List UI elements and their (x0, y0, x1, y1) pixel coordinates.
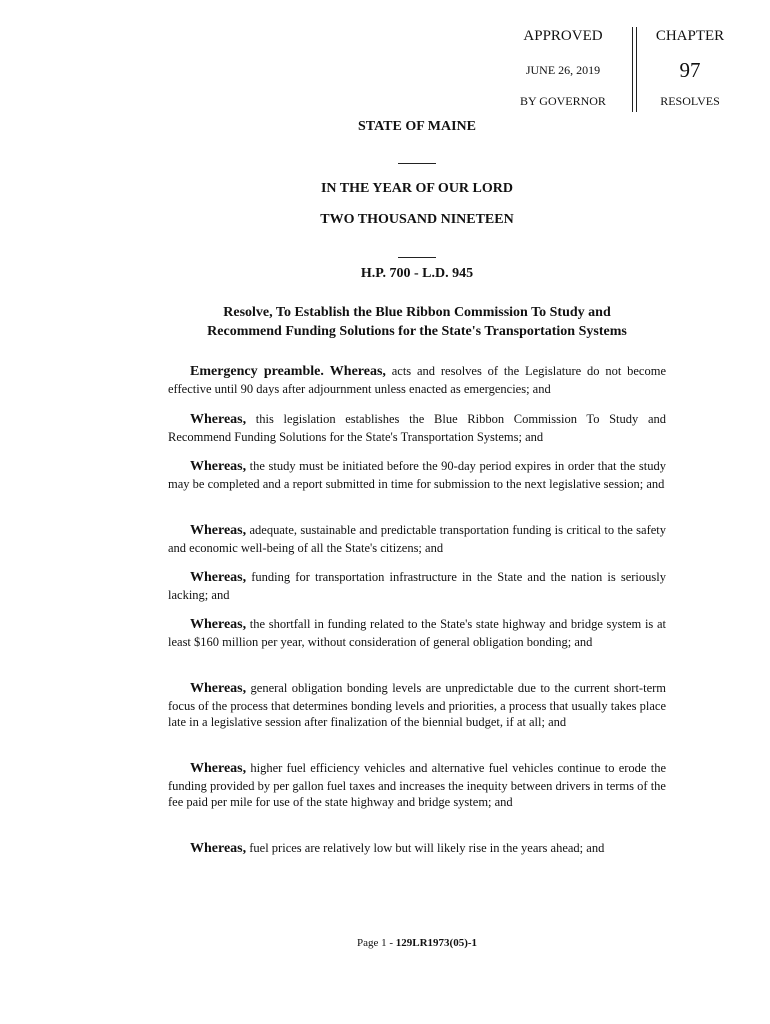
resolve-title-line-2: Recommend Funding Solutions for the State's Transportation Systems (207, 324, 627, 339)
paragraph-lead: Whereas, (190, 761, 247, 776)
resolve-title-line-1: Resolve, To Establish the Blue Ribbon Commission To Study and (223, 305, 611, 320)
paragraph-text: the study must be initiated before the 90-day period expires in order that the study may be completed and a report submitted in time for submission to the next legislative session; and (168, 459, 666, 491)
year-line-2: TWO THOUSAND NINETEEN (320, 212, 514, 227)
paragraph-whereas (168, 569, 666, 603)
paragraph-lead: Whereas, (190, 412, 247, 427)
paragraph-text: the shortfall in funding related to the State's state highway and bridge system is at least $160 million per year, without consideration of general obligation bonding; and (168, 617, 666, 649)
paragraph-text: acts and resolves of the Legislature do not become effective until 90 days after adjournment unless enacted as emergencies; and (168, 364, 666, 396)
paragraph-whereas (168, 616, 666, 650)
paragraph-text: general obligation bonding levels are unpredictable due to the current short-term focus of the process that determines bonding levels and priorities, a process that usually takes place late in a legislative session after finalization of the biennial budget, if at all; and (168, 681, 666, 729)
paragraph-lead: Whereas, (190, 841, 247, 856)
paragraph-lead: Whereas, (190, 523, 247, 538)
paragraph-lead: Whereas, (190, 681, 247, 696)
resolves-label: RESOLVES (660, 94, 720, 108)
paragraph-lead: Whereas, (190, 617, 247, 632)
paragraph-emergency-preamble (168, 363, 666, 397)
paragraph-text: funding for transportation infrastructure in the State and the nation is seriously lacking; and (168, 570, 666, 602)
paragraph-whereas (168, 760, 666, 811)
paragraph-lead: Whereas, (190, 459, 247, 474)
year-line-1: IN THE YEAR OF OUR LORD (320, 181, 513, 196)
state-title: STATE OF MAINE (358, 119, 476, 134)
divider-rule (398, 163, 436, 164)
paragraph-text: adequate, sustainable and predictable transportation funding is critical to the safety and economic well-being of all the State's citizens; and (168, 523, 666, 555)
document-id: 129LR1973(05)-1 (395, 937, 478, 949)
chapter-number: 97 (679, 58, 701, 82)
page-number: Page 1 - (356, 937, 396, 949)
paragraph-lead: Emergency preamble. Whereas, (190, 364, 386, 379)
by-governor-label: BY GOVERNOR (520, 94, 606, 108)
header-divider-left (632, 27, 633, 112)
paragraph-whereas (168, 680, 666, 731)
header-divider-right (636, 27, 637, 112)
paragraph-text: this legislation establishes the Blue Ribbon Commission To Study and Recommend Funding Solutions for the State's Transportation Systems; and (168, 412, 666, 444)
chapter-label: CHAPTER (655, 28, 725, 44)
divider-rule (398, 257, 436, 258)
approved-label: APPROVED (523, 28, 603, 44)
paragraph-whereas (168, 411, 666, 445)
paragraph-whereas (168, 840, 666, 858)
paragraph-text: fuel prices are relatively low but will likely rise in the years ahead; and (246, 841, 605, 855)
approval-date: JUNE 26, 2019 (525, 63, 601, 77)
bill-number: H.P. 700 - L.D. 945 (360, 266, 474, 281)
paragraph-whereas (168, 522, 666, 556)
paragraph-lead: Whereas, (190, 570, 247, 585)
paragraph-whereas (168, 458, 666, 492)
page-footer (168, 937, 666, 949)
paragraph-text: higher fuel efficiency vehicles and alternative fuel vehicles continue to erode the funding provided by per gallon fuel taxes and increases the inequity between drivers in terms of the fee paid per mile for use of the state highway and bridge system; and (168, 761, 666, 809)
